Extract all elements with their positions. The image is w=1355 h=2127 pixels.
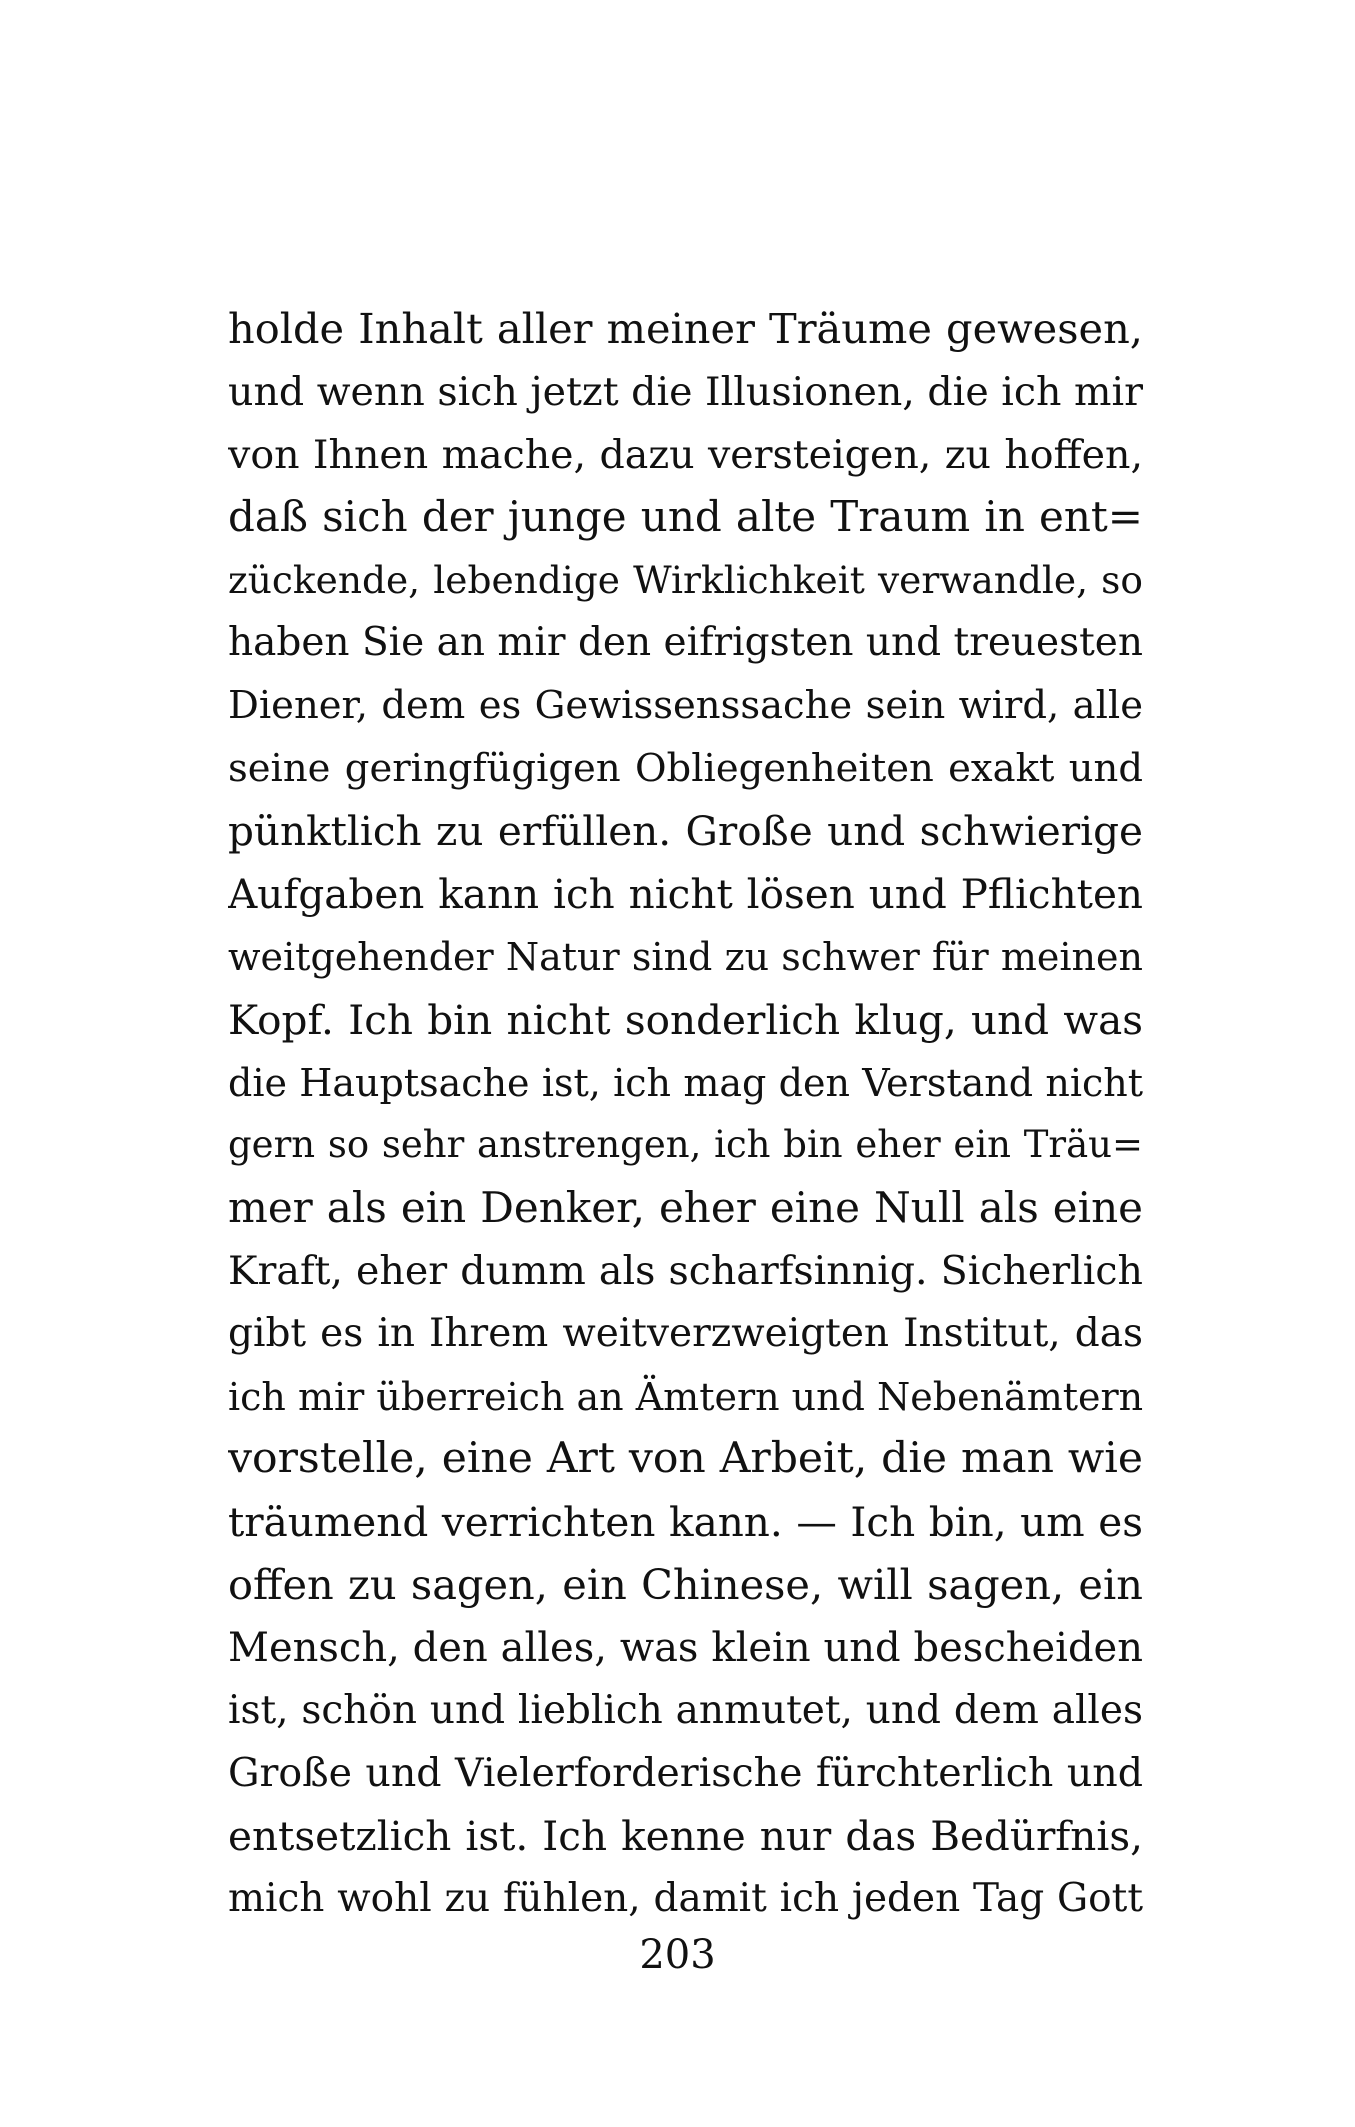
- text-line: seine geringfügigen Obliegenheiten exakt und: [228, 745, 1143, 791]
- text-line: Aufgaben kann ich nicht lösen und Pflichten: [228, 870, 1143, 919]
- text-line: daß sich der junge und alte Traum in ent=: [228, 492, 1143, 542]
- text-line: pünktlich zu erfüllen. Große und schwierige: [228, 807, 1143, 856]
- text-line: entsetzlich ist. Ich kenne nur das Bedürfnis,: [228, 1812, 1143, 1861]
- text-line: Kopf. Ich bin nicht sonderlich klug, und was: [228, 995, 1143, 1044]
- text-line: offen zu sagen, ein Chinese, will sagen, ein: [228, 1559, 1143, 1609]
- text-line: ist, schön und lieblich anmutet, und dem alles: [228, 1687, 1143, 1733]
- text-line: von Ihnen mache, dazu versteigen, zu hoffen,: [228, 431, 1143, 478]
- text-line: gern so sehr anstrengen, ich bin eher ein Träu=: [228, 1123, 1143, 1167]
- body-text: [228, 298, 1143, 1931]
- text-line: ich mir überreich an Ämtern und Nebenämtern: [228, 1374, 1143, 1419]
- text-line: vorstelle, eine Art von Arbeit, die man wie: [228, 1434, 1143, 1484]
- text-line: mich wohl zu fühlen, damit ich jeden Tag Gott: [228, 1875, 1143, 1921]
- text-line: Kraft, eher dumm als scharfsinnig. Sicherlich: [228, 1247, 1143, 1294]
- text-line: Diener, dem es Gewissenssache sein wird, alle: [228, 682, 1143, 728]
- text-line: holde Inhalt aller meiner Träume gewesen,: [228, 304, 1143, 353]
- page-number: 203: [639, 1932, 716, 1978]
- text-line: haben Sie an mir den eifrigsten und treuesten: [228, 619, 1143, 665]
- text-line: gibt es in Ihrem weitverzweigten Institut, das: [228, 1310, 1143, 1356]
- text-line: Große und Vielerforderische fürchterlich und: [228, 1750, 1143, 1797]
- text-line: mer als ein Denker, eher eine Null als eine: [228, 1183, 1143, 1233]
- text-line: träumend verrichten kann. — Ich bin, um es: [228, 1498, 1143, 1547]
- text-line: und wenn sich jetzt die Illusionen, die ich mir: [228, 368, 1143, 415]
- text-line: zückende, lebendige Wirklichkeit verwandle, so: [228, 558, 1143, 603]
- text-line: Mensch, den alles, was klein und bescheiden: [228, 1624, 1143, 1671]
- text-line: weitgehender Natur sind zu schwer für meinen: [228, 934, 1143, 979]
- text-line: die Hauptsache ist, ich mag den Verstand nicht: [228, 1060, 1143, 1105]
